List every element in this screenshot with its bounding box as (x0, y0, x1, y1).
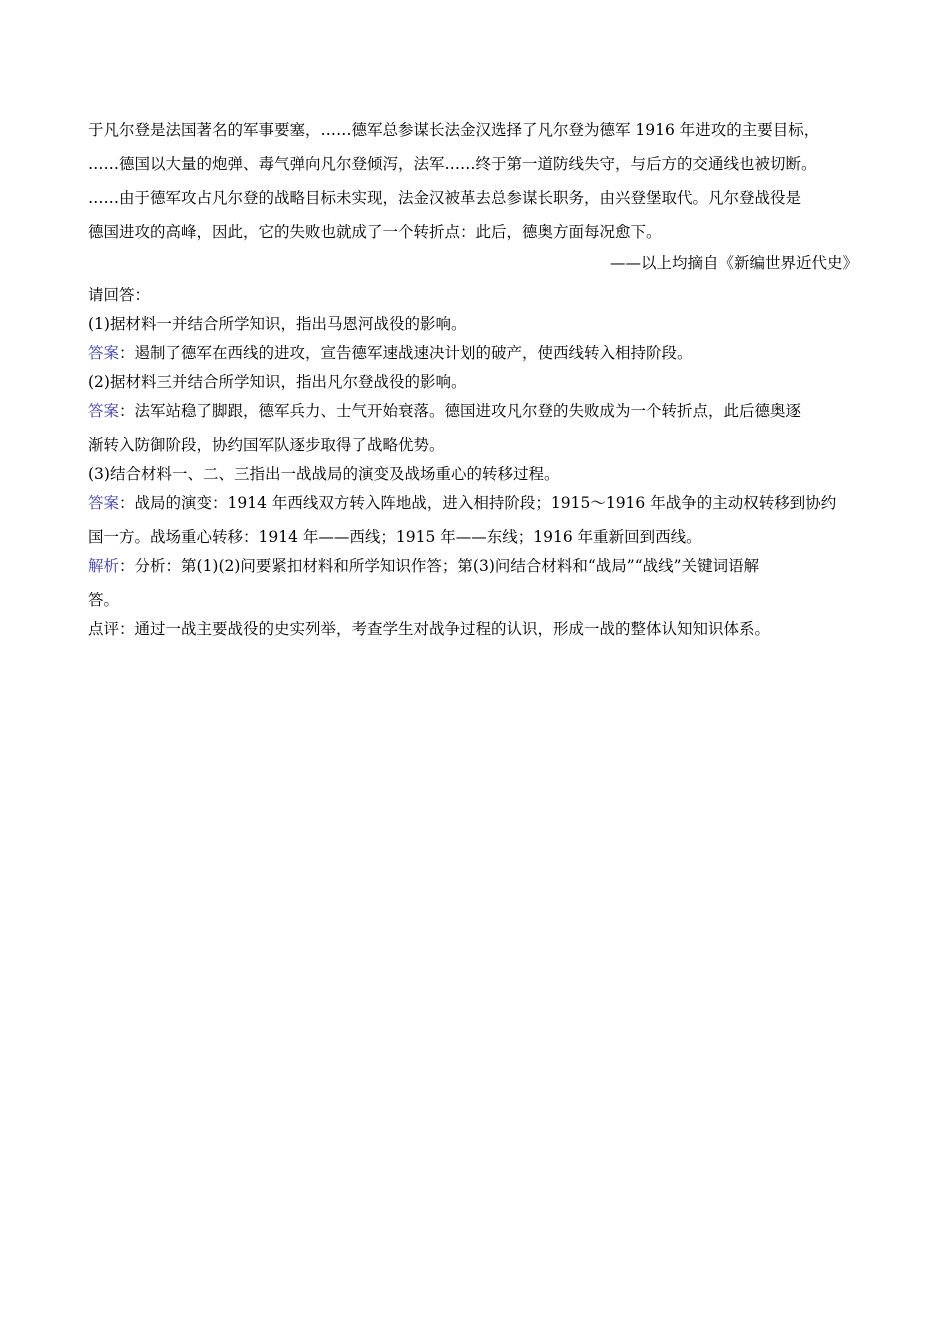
analysis-text: ：分析：第(1)(2)问要紧扣材料和所学知识作答；第(3)问结合材料和“战局”“战线”关键词语解 (119, 557, 760, 575)
analysis-section (88, 554, 868, 612)
material-passage (88, 118, 868, 275)
document-body (88, 118, 868, 641)
answer-line (88, 399, 868, 423)
question-text: (2)据材料三并结合所学知识，指出凡尔登战役的影响。 (88, 373, 467, 391)
question-1 (88, 312, 868, 365)
prompt-text: 请回答： (88, 286, 151, 304)
material-line: ……由于德军攻占凡尔登的战略目标未实现，法金汉被革去总参谋长职务，由兴登堡取代。凡尔登战役是 (88, 189, 802, 207)
question-3 (88, 462, 868, 549)
answer-line (88, 491, 868, 515)
answer-line-continued: 渐转入防御阶段，协约国军队逐步取得了战略优势。 (88, 436, 445, 454)
analysis-line-continued: 答。 (88, 591, 120, 609)
comment-text: 点评：通过一战主要战役的史实列举，考查学生对战争过程的认识，形成一战的整体认知知识体系。 (88, 620, 771, 638)
answer-label: 答案 (88, 344, 120, 362)
answer-label: 答案 (88, 402, 120, 420)
question-2 (88, 370, 868, 457)
material-source: ——以上均摘自《新编世界近代史》 (609, 254, 858, 272)
answer-text: ：战局的演变：1914 年西线双方转入阵地战，进入相持阶段；1915～1916 年战争的主动权转移到协约 (119, 494, 837, 512)
question-text: (1)据材料一并结合所学知识，指出马恩河战役的影响。 (88, 315, 467, 333)
analysis-label: 解析 (88, 557, 120, 575)
question-text: (3)结合材料一、二、三指出一战战局的演变及战场重心的转移过程。 (88, 465, 560, 483)
answer-line-continued: 国一方。战场重心转移：1914 年——西线；1915 年——东线；1916 年重新回到西线。 (88, 528, 702, 546)
answer-text: ：法军站稳了脚跟，德军兵力、士气开始衰落。德国进攻凡尔登的失败成为一个转折点，此后德奥逐 (119, 402, 802, 420)
answer-label: 答案 (88, 494, 120, 512)
material-line: 德国进攻的高峰，因此，它的失败也就成了一个转折点：此后，德奥方面每况愈下。 (88, 223, 662, 241)
material-line: ……德国以大量的炮弹、毒气弹向凡尔登倾泻，法军……终于第一道防线失守，与后方的交通线也被切断。 (88, 155, 817, 173)
analysis-line (88, 554, 868, 578)
answer-line (88, 341, 868, 365)
answer-text: ：遏制了德军在西线的进攻，宣告德军速战速决计划的破产，使西线转入相持阶段。 (119, 344, 693, 362)
material-line: 于凡尔登是法国著名的军事要塞，……德军总参谋长法金汉选择了凡尔登为德军 1916 年进攻的主要目标， (88, 121, 820, 139)
